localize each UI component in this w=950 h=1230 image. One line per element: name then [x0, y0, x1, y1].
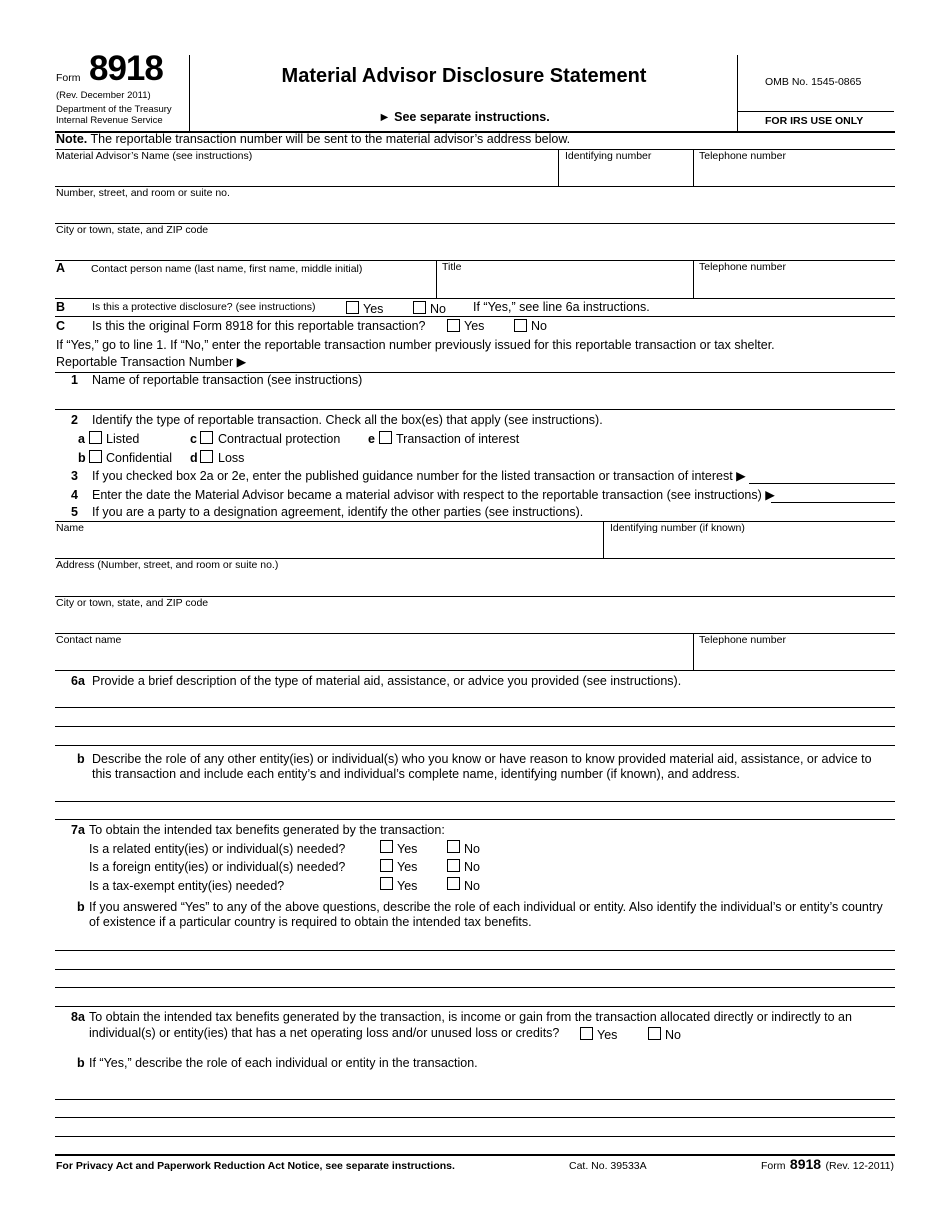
- line-6b-number: b: [77, 752, 85, 766]
- see-instructions: ► See separate instructions.: [378, 110, 550, 124]
- advisor-id-label: Identifying number: [565, 150, 652, 162]
- loss-allocation-no-checkbox[interactable]: [648, 1027, 661, 1040]
- advisor-name-label: Material Advisor’s Name (see instructions): [56, 150, 253, 162]
- loss-checkbox[interactable]: [200, 450, 213, 463]
- advisor-name-field[interactable]: [55, 150, 558, 186]
- footer-form-id: [761, 1156, 894, 1174]
- advisor-street-label: Number, street, and room or suite no.: [56, 187, 230, 199]
- advisor-phone-field[interactable]: [694, 150, 895, 186]
- other-entities-description-area[interactable]: [55, 784, 895, 820]
- option-b-letter: b: [78, 451, 86, 465]
- party-name-label: Name: [56, 522, 85, 534]
- line-c-no-checkbox[interactable]: [514, 319, 527, 332]
- tax-exempt-yes-label: Yes: [397, 879, 418, 893]
- tax-exempt-question: Is a tax-exempt entity(ies) needed?: [89, 879, 285, 893]
- rtn-label: Reportable Transaction Number ▶: [56, 355, 247, 369]
- line-a-letter: A: [56, 261, 66, 275]
- party-city-label: City or town, state, and ZIP code: [56, 597, 209, 609]
- option-c-letter: c: [190, 432, 197, 446]
- party-id-field[interactable]: [604, 522, 895, 558]
- irs-use-only: FOR IRS USE ONLY: [765, 115, 864, 127]
- line-b-question: Is this a protective disclosure? (see instructions): [92, 301, 316, 313]
- line-8a-text-2: individual(s) or entity(ies) that has a net operating loss and/or unused loss or credits?: [89, 1026, 560, 1040]
- line-4-number: 4: [71, 488, 78, 502]
- party-address-field[interactable]: [55, 559, 895, 596]
- form-revision: (Rev. December 2011): [56, 90, 151, 101]
- option-a-letter: a: [78, 432, 85, 446]
- guidance-number-field[interactable]: [749, 468, 895, 484]
- party-id-label: Identifying number (if known): [610, 522, 745, 534]
- line-3-text: If you checked box 2a or 2e, enter the published guidance number for the listed transaction or transaction of interest ▶: [92, 469, 746, 483]
- line-b-yes-label: Yes: [363, 302, 384, 316]
- foreign-entity-no-checkbox[interactable]: [447, 859, 460, 872]
- line-3-number: 3: [71, 469, 78, 483]
- privacy-notice: For Privacy Act and Paperwork Reduction Act Notice, see separate instructions.: [56, 1160, 455, 1172]
- advisor-city-field[interactable]: [55, 224, 895, 260]
- footer-form-rev: (Rev. 12-2011): [825, 1160, 894, 1172]
- line-b-no-checkbox[interactable]: [413, 301, 426, 314]
- party-address-label: Address (Number, street, and room or suite no.): [56, 559, 279, 571]
- loss-allocation-yes-checkbox[interactable]: [580, 1027, 593, 1040]
- line-2-number: 2: [71, 413, 78, 427]
- form-word: Form: [56, 72, 81, 84]
- line-7b-text-2: of existence if a particular country is required to obtain the intended tax benefits.: [89, 915, 532, 929]
- rule: [55, 670, 895, 671]
- line-b-no-label: No: [430, 302, 446, 316]
- line-b-note: If “Yes,” see line 6a instructions.: [473, 300, 650, 314]
- rule: [55, 316, 895, 317]
- advisor-date-field[interactable]: [771, 487, 895, 503]
- rule: [55, 801, 895, 802]
- contractual-protection-checkbox[interactable]: [200, 431, 213, 444]
- related-entity-no-checkbox[interactable]: [447, 840, 460, 853]
- contractual-protection-label: Contractual protection: [218, 432, 341, 446]
- footer-form-word: Form: [760, 1160, 786, 1172]
- rule: [55, 819, 895, 820]
- advisor-phone-label: Telephone number: [699, 150, 786, 162]
- transaction-of-interest-checkbox[interactable]: [379, 431, 392, 444]
- line-6a-text: Provide a brief description of the type of material aid, assistance, or advice you provided (see instructions).: [92, 674, 682, 688]
- form-footer: [55, 1156, 895, 1180]
- transaction-of-interest-label: Transaction of interest: [396, 432, 520, 446]
- omb-number: OMB No. 1545-0865: [765, 76, 862, 88]
- confidential-label: Confidential: [106, 451, 173, 465]
- related-entity-yes-checkbox[interactable]: [380, 840, 393, 853]
- line-c-letter: C: [56, 319, 66, 333]
- party-contact-label: Contact name: [56, 634, 122, 646]
- transaction-name-label: Name of reportable transaction (see instructions): [92, 373, 363, 387]
- related-entity-no-label: No: [464, 842, 480, 856]
- loss-allocation-no-label: No: [665, 1028, 681, 1042]
- form-header: [0, 0, 950, 132]
- line-7b-number: b: [77, 900, 85, 914]
- form-title: Material Advisor Disclosure Statement: [281, 65, 647, 87]
- note-label: Note.: [56, 132, 88, 146]
- party-phone-label: Telephone number: [699, 634, 786, 646]
- contact-title-label: Title: [442, 261, 462, 273]
- foreign-entity-yes-label: Yes: [397, 860, 418, 874]
- advisor-id-field[interactable]: [559, 150, 693, 186]
- rule: [55, 1117, 895, 1118]
- tax-exempt-no-checkbox[interactable]: [447, 877, 460, 890]
- line-7a-text: To obtain the intended tax benefits generated by the transaction:: [89, 823, 445, 837]
- foreign-entity-yes-checkbox[interactable]: [380, 859, 393, 872]
- line-c-yes-label: Yes: [464, 319, 485, 333]
- party-contact-field[interactable]: [55, 634, 693, 670]
- advisor-city-label: City or town, state, and ZIP code: [56, 224, 209, 236]
- line-4-text: Enter the date the Material Advisor became a material advisor with respect to the reportable transaction (see instructions) ▶: [92, 488, 775, 502]
- line-c-no-label: No: [531, 319, 547, 333]
- tax-exempt-yes-checkbox[interactable]: [380, 877, 393, 890]
- line-1-number: 1: [71, 373, 78, 387]
- irs-use-rule: [737, 111, 894, 112]
- line-8b-text: If “Yes,” describe the role of each individual or entity in the transaction.: [89, 1056, 478, 1070]
- agency-line: Internal Revenue Service: [56, 115, 163, 126]
- confidential-checkbox[interactable]: [89, 450, 102, 463]
- option-d-letter: d: [190, 451, 198, 465]
- rule: [55, 707, 895, 708]
- line-8a-text-1: To obtain the intended tax benefits generated by the transaction, is income or gain from the transaction allocated directly or indirectly to an: [89, 1010, 852, 1024]
- related-entity-question: Is a related entity(ies) or individual(s) needed?: [89, 842, 346, 856]
- loss-allocation-yes-label: Yes: [597, 1028, 618, 1042]
- tax-exempt-no-label: No: [464, 879, 480, 893]
- contact-phone-field[interactable]: [694, 261, 895, 298]
- rule: [55, 726, 895, 727]
- foreign-entity-no-label: No: [464, 860, 480, 874]
- contact-person-label: Contact person name (last name, first name, middle initial): [91, 263, 363, 275]
- line-6b-text-2: this transaction and include each entity’s and individual’s complete name, identifying number (if known), and address.: [92, 767, 740, 781]
- party-phone-field[interactable]: [694, 634, 895, 670]
- material-aid-description-area[interactable]: [55, 690, 895, 746]
- department-line: Department of the Treasury: [56, 104, 172, 115]
- rule: [55, 409, 895, 410]
- line-8b-number: b: [77, 1056, 85, 1070]
- note-text: The reportable transaction number will be sent to the material advisor’s address below.: [90, 132, 571, 146]
- listed-checkbox[interactable]: [89, 431, 102, 444]
- rule: [55, 1136, 895, 1137]
- line-6b-text-1: Describe the role of any other entity(ies) or individual(s) who you know or have reason to know provided material aid, assistance, or advice to: [92, 752, 872, 766]
- footer-form-number: 8918: [789, 1156, 822, 1172]
- line-b-yes-checkbox[interactable]: [346, 301, 359, 314]
- loss-role-description-area[interactable]: [55, 1080, 895, 1156]
- contact-person-field[interactable]: [90, 261, 436, 298]
- rule: [55, 1099, 895, 1100]
- contact-title-field[interactable]: [437, 261, 693, 298]
- rule: [55, 745, 895, 746]
- line-c-question: Is this the original Form 8918 for this reportable transaction?: [92, 319, 426, 333]
- rule: [55, 1006, 895, 1007]
- catalog-number: Cat. No. 39533A: [569, 1160, 647, 1172]
- line-c-instruction: If “Yes,” go to line 1. If “No,” enter the reportable transaction number previously issued for this reportable transaction or tax shelter.: [56, 338, 775, 352]
- loss-label: Loss: [218, 451, 245, 465]
- party-name-field[interactable]: [55, 522, 603, 558]
- transaction-name-field[interactable]: [90, 373, 895, 409]
- line-b-letter: B: [56, 300, 66, 314]
- rule: [55, 950, 895, 951]
- rule: [55, 987, 895, 988]
- line-2-text: Identify the type of reportable transaction. Check all the box(es) that apply (see instructions).: [92, 413, 603, 427]
- line-5-number: 5: [71, 505, 78, 519]
- listed-label: Listed: [106, 432, 140, 446]
- entity-role-description-area[interactable]: [55, 932, 895, 1008]
- form-number: 8918: [89, 49, 163, 88]
- line-7a-number: 7a: [71, 823, 85, 837]
- rule: [55, 298, 895, 299]
- line-6a-number: 6a: [71, 674, 85, 688]
- line-8a-number: 8a: [71, 1010, 85, 1024]
- note: [56, 132, 570, 147]
- contact-phone-label: Telephone number: [699, 261, 786, 273]
- rule: [55, 969, 895, 970]
- header-divider-right: [737, 55, 738, 131]
- line-5-text: If you are a party to a designation agreement, identify the other parties (see instructions).: [92, 505, 584, 519]
- line-c-yes-checkbox[interactable]: [447, 319, 460, 332]
- related-entity-yes-label: Yes: [397, 842, 418, 856]
- option-e-letter: e: [368, 432, 375, 446]
- line-7b-text-1: If you answered “Yes” to any of the above questions, describe the role of each individual or entity. Also identify the individual’s or entity’s country: [89, 900, 883, 914]
- foreign-entity-question: Is a foreign entity(ies) or individual(s) needed?: [89, 860, 346, 874]
- advisor-street-field[interactable]: [55, 187, 895, 223]
- party-city-field[interactable]: [55, 597, 895, 633]
